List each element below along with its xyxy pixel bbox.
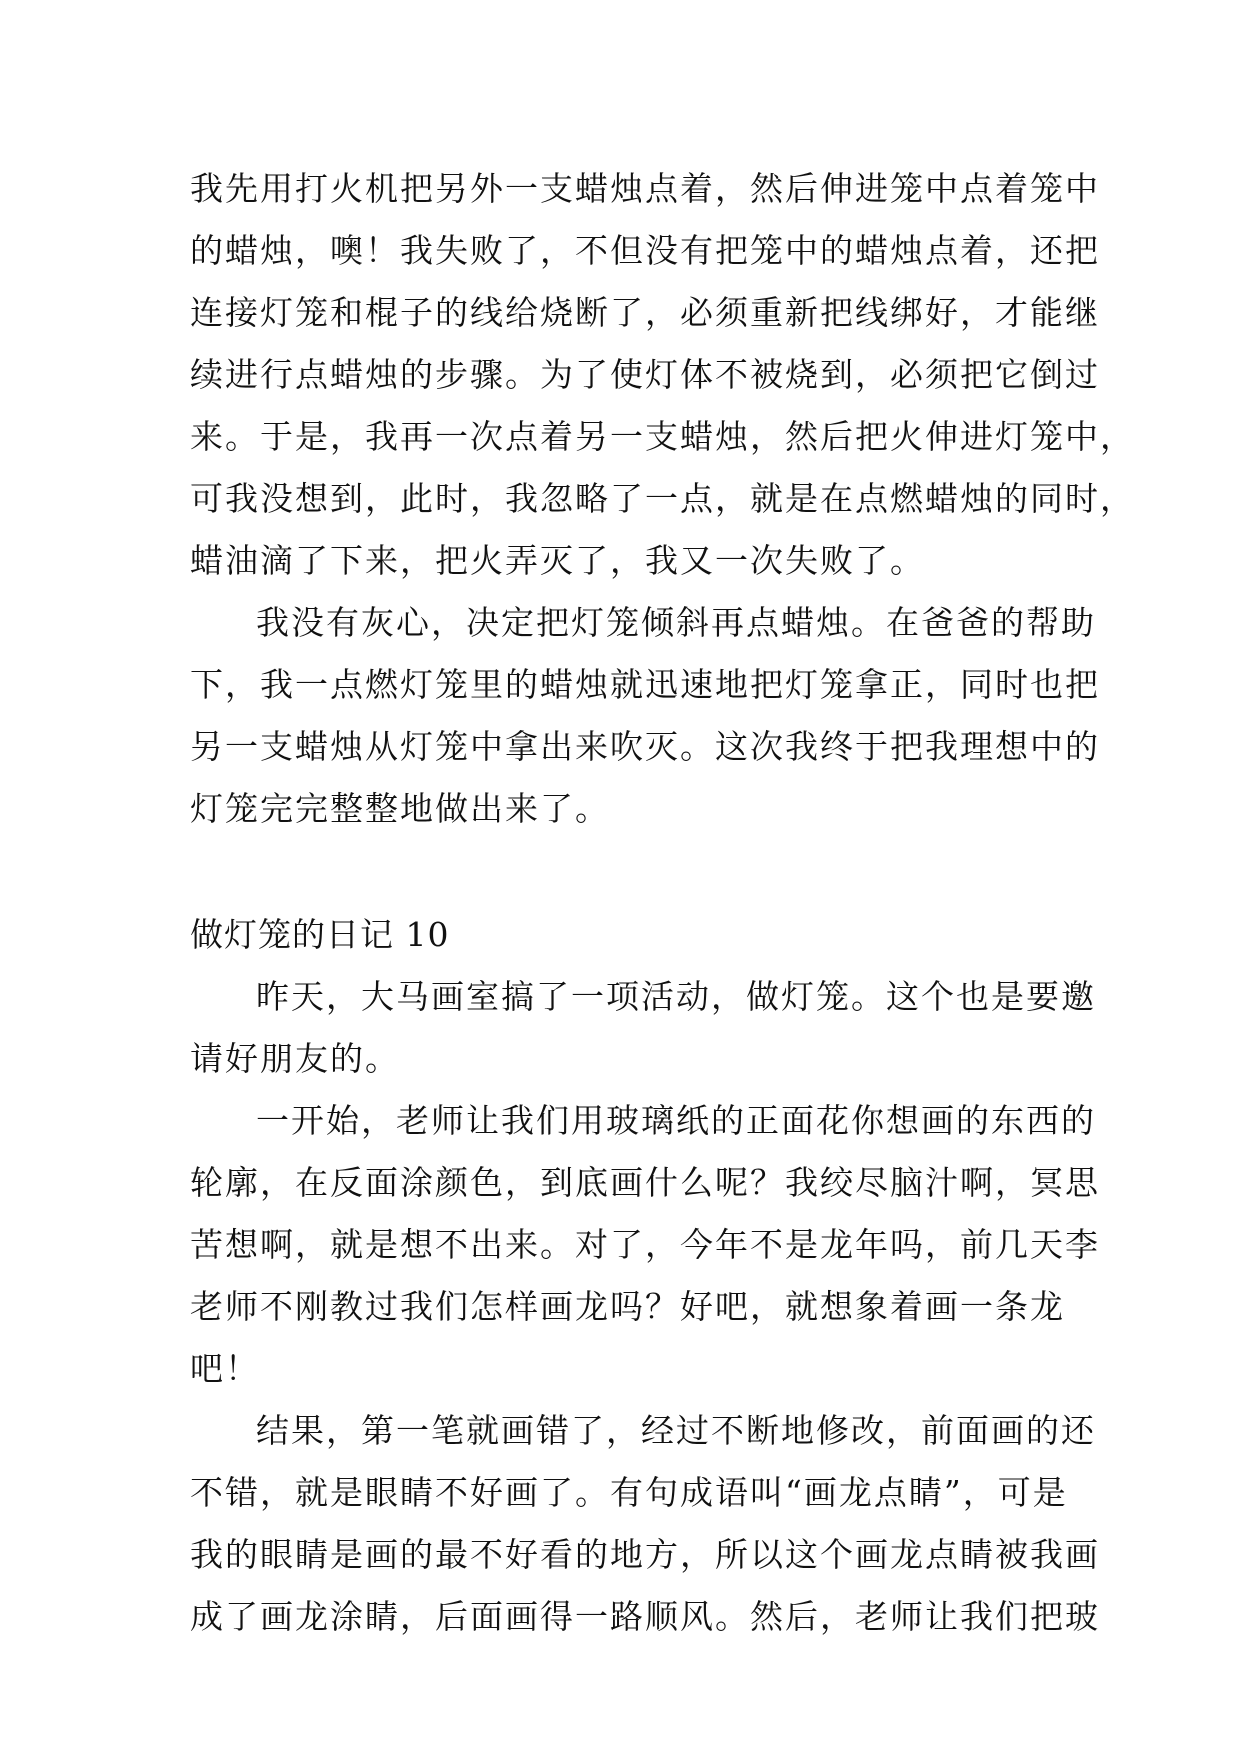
paragraph-drawing-idea — [190, 1090, 1100, 1400]
text-line: 不错，就是眼睛不好画了。有句成语叫“画龙点睛”，可是 — [190, 1473, 1068, 1512]
text-line: 老师不刚教过我们怎样画龙吗？好吧，就想象着画一条龙 — [190, 1287, 1065, 1326]
text-line: 轮廓，在反面涂颜色，到底画什么呢？我绞尽脑汁啊，冥思 — [190, 1163, 1100, 1202]
text-line: 连接灯笼和棍子的线给烧断了，必须重新把线绑好，才能继 — [190, 293, 1100, 332]
text-line: 另一支蜡烛从灯笼中拿出来吹灭。这次我终于把我理想中的 — [190, 727, 1100, 766]
text-line: 下，我一点燃灯笼里的蜡烛就迅速地把灯笼拿正，同时也把 — [190, 665, 1100, 704]
text-line: 我的眼睛是画的最不好看的地方，所以这个画龙点睛被我画 — [190, 1535, 1100, 1574]
section-heading: 做灯笼的日记 10 — [190, 915, 450, 954]
text-line: 灯笼完完整整地做出来了。 — [190, 789, 610, 828]
text-line: 苦想啊，就是想不出来。对了，今年不是龙年吗，前几天李 — [190, 1225, 1100, 1264]
text-line: 我没有灰心，决定把灯笼倾斜再点蜡烛。在爸爸的帮助 — [256, 603, 1096, 642]
text-line: 请好朋友的。 — [190, 1039, 400, 1078]
paragraph-activity — [190, 966, 1096, 1090]
text-line: 结果，第一笔就画错了，经过不断地修改，前面画的还 — [256, 1411, 1096, 1450]
text-line: 吧！ — [190, 1349, 260, 1388]
section-gap — [190, 840, 1052, 904]
text-line: 续进行点蜡烛的步骤。为了使灯体不被烧到，必须把它倒过 — [190, 355, 1100, 394]
text-line: 成了画龙涂睛，后面画得一路顺风。然后，老师让我们把玻 — [190, 1597, 1100, 1636]
text-line: 来。于是，我再一次点着另一支蜡烛，然后把火伸进灯笼中， — [190, 417, 1135, 456]
paragraph-success — [190, 592, 1100, 840]
text-line: 一开始，老师让我们用玻璃纸的正面花你想画的东西的 — [256, 1101, 1096, 1140]
text-line: 蜡油滴了下来，把火弄灭了，我又一次失败了。 — [190, 541, 925, 580]
paragraph-drawing-result — [190, 1400, 1100, 1648]
text-line: 昨天，大马画室搞了一项活动，做灯笼。这个也是要邀 — [256, 977, 1096, 1016]
text-line: 可我没想到，此时，我忽略了一点，就是在点燃蜡烛的同时， — [190, 479, 1135, 518]
document-body — [190, 158, 1135, 1648]
paragraph-candle-attempts — [190, 158, 1135, 592]
text-line: 我先用打火机把另外一支蜡烛点着，然后伸进笼中点着笼中 — [190, 169, 1100, 208]
text-line: 的蜡烛，噢！我失败了，不但没有把笼中的蜡烛点着，还把 — [190, 231, 1100, 270]
